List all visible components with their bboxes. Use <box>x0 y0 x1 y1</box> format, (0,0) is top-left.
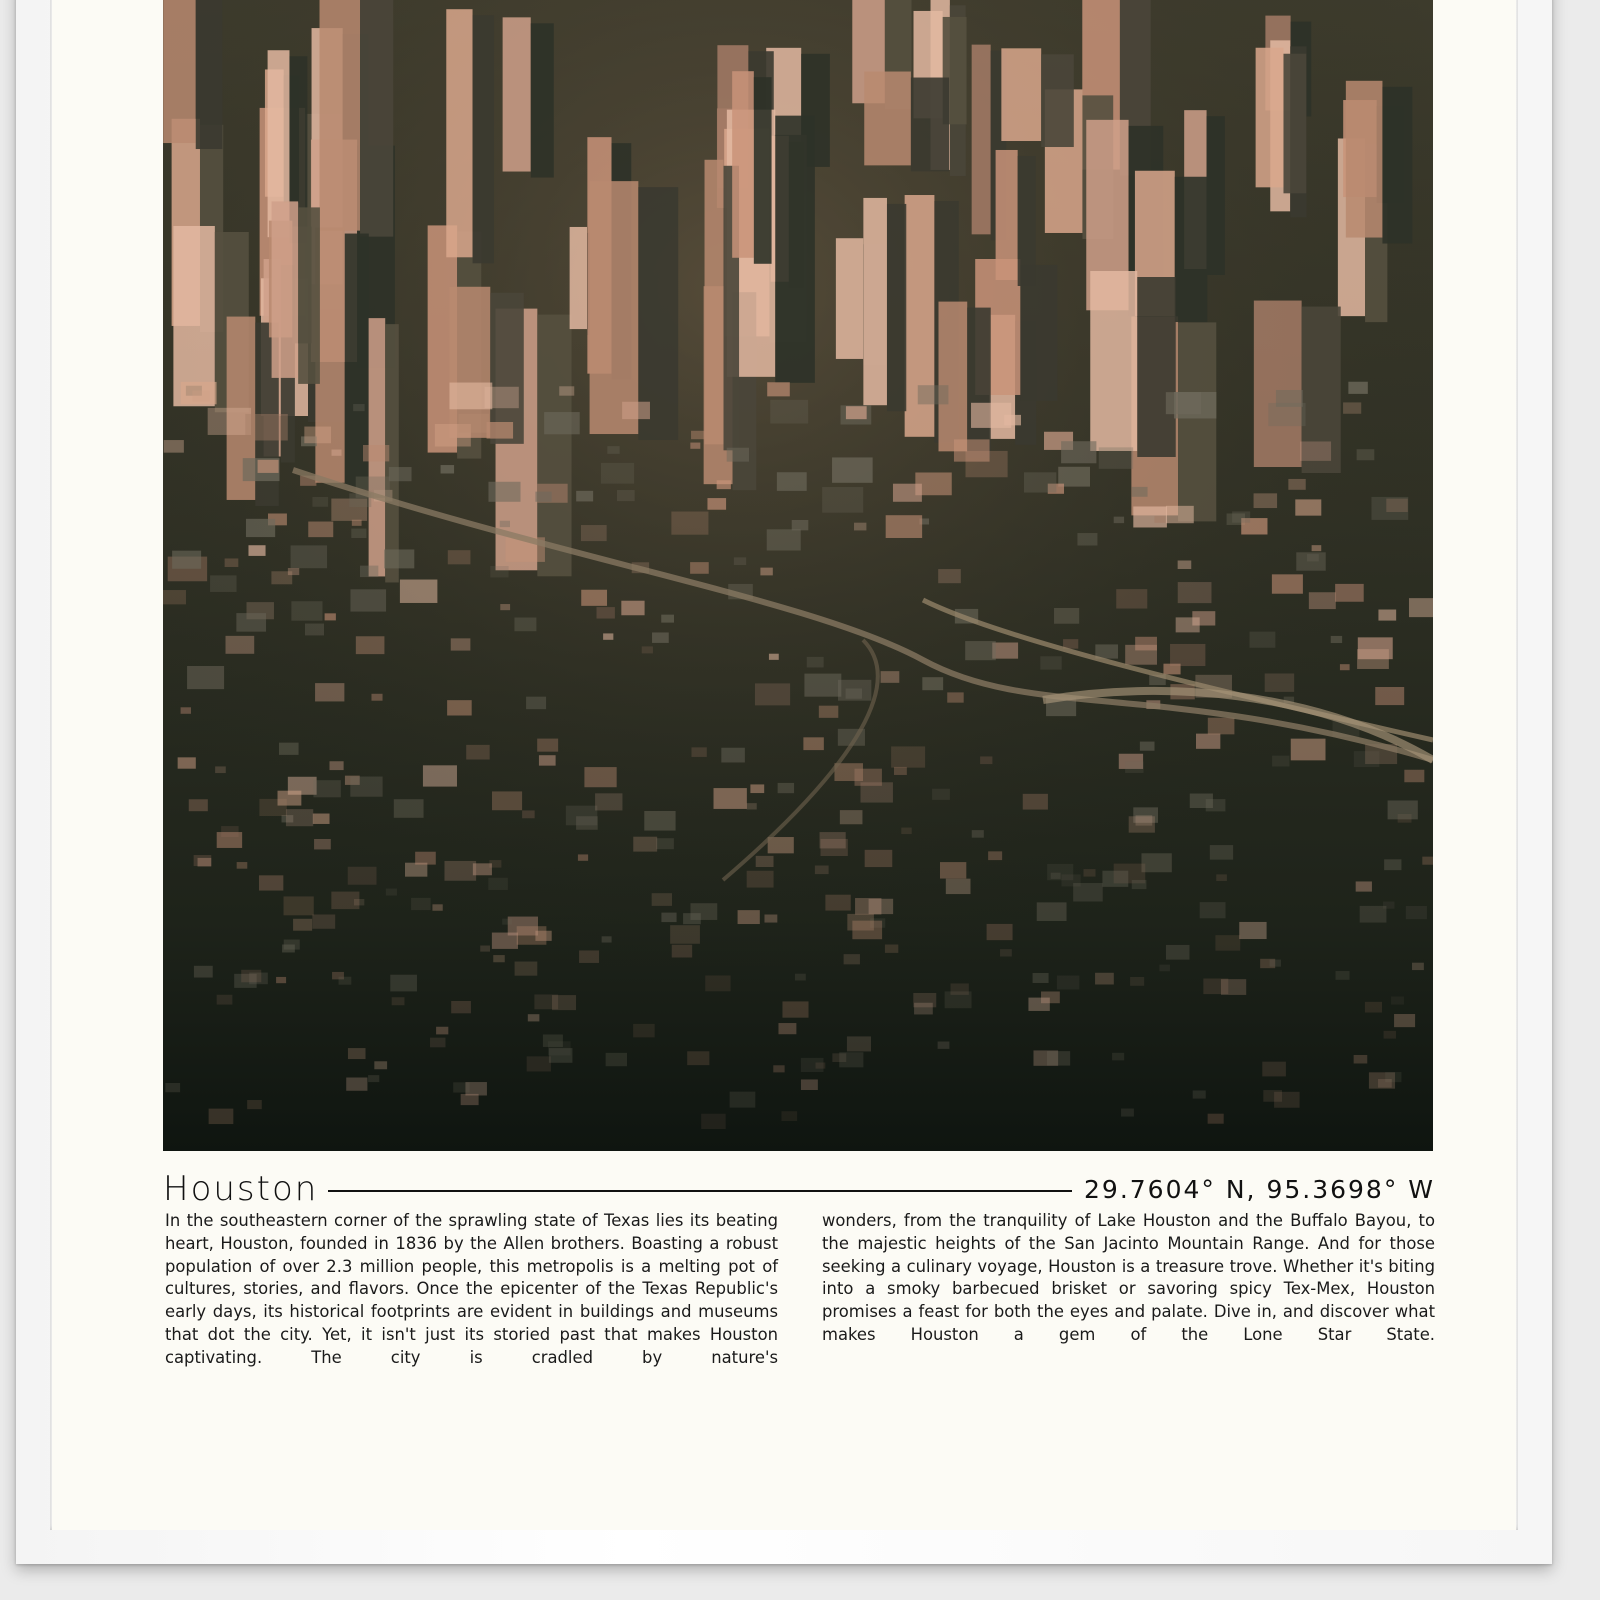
city-coordinates: 29.7604° N, 95.3698° W <box>1084 1174 1435 1204</box>
poster <box>52 0 1516 1530</box>
aerial-city-painting <box>163 0 1433 1151</box>
title-divider-line <box>328 1190 1072 1192</box>
city-title: Houston <box>163 1169 319 1209</box>
description-column-right <box>822 1210 1435 1347</box>
description-text-left: In the southeastern corner of the sprawling state of Texas lies its beating heart, Houston, founded in 1836 by the Allen brothers. Boasting a robust population of over 2.3 million people, this metropolis is a melting pot of cultures, stories, and flavors. Once the epicenter of the Texas Republic's early days, its historical footprints are evident in buildings and museums that dot the city. Yet, it isn't just its storied past that makes Houston captivating. The city is cradled by nature's <box>165 1211 778 1367</box>
aerial-city-photo <box>163 0 1433 1151</box>
description-column-left <box>165 1210 778 1370</box>
caption-row <box>163 1168 1435 1210</box>
description-text-right: wonders, from the tranquility of Lake Houston and the Buffalo Bayou, to the majestic heights of the San Jacinto Mountain Range. And for those seeking a culinary voyage, Houston is a treasure trove. Whether it's biting into a smoky barbecued brisket or savoring spicy Tex-Mex, Houston promises a feast for both the eyes and palate. Dive in, and discover what makes Houston a gem of the Lone Star State. <box>822 1211 1435 1344</box>
